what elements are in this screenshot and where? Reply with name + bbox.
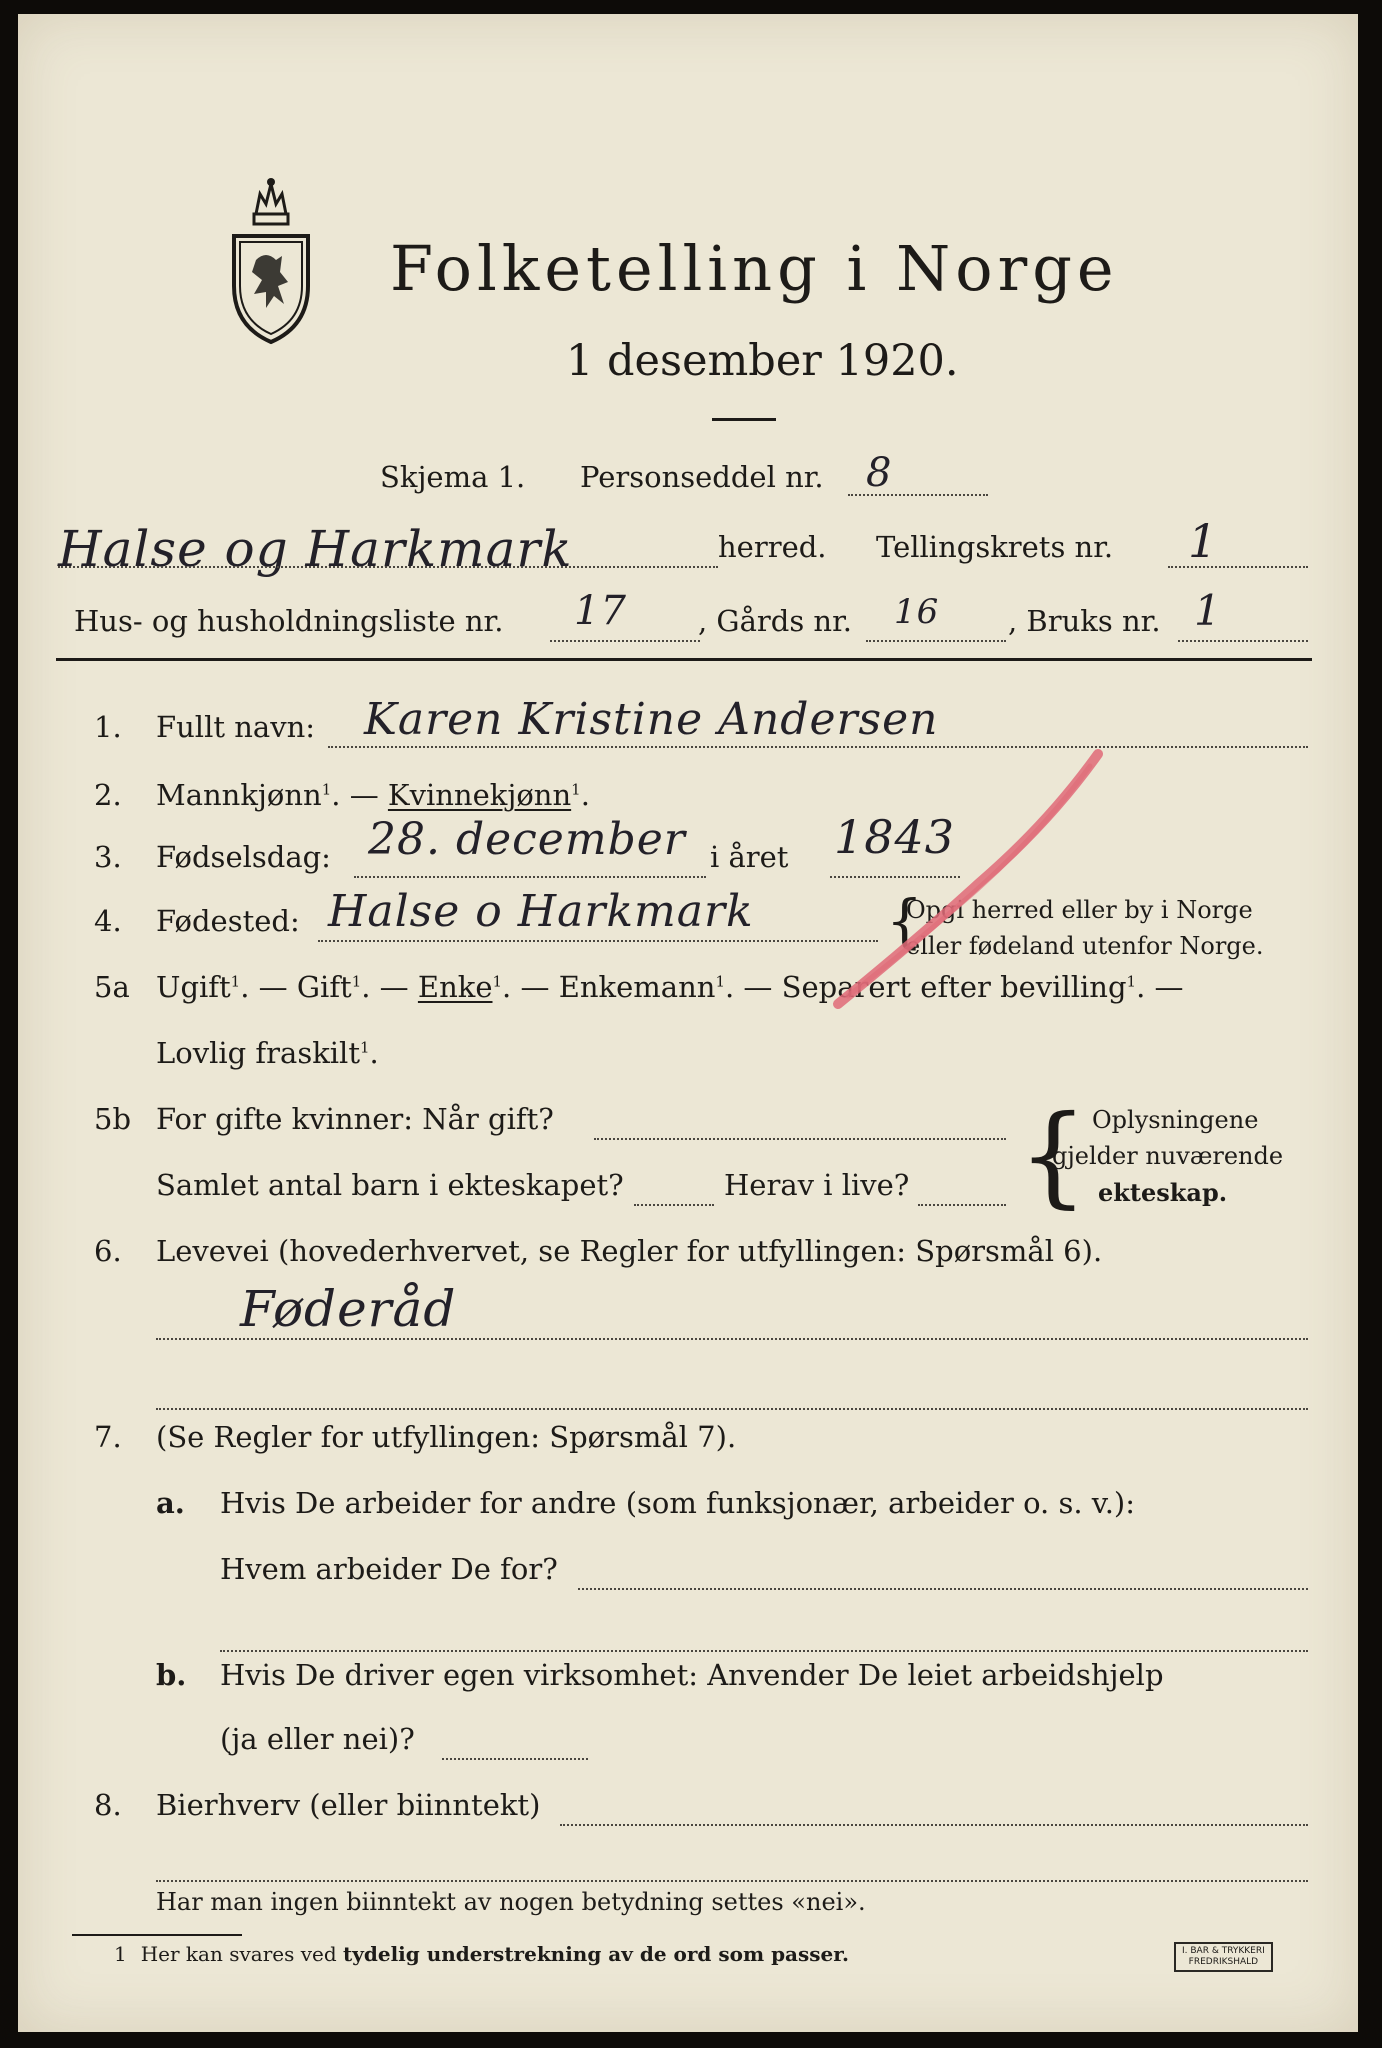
footer-note: Har man ingen biinntekt av nogen betydning settes «nei». (156, 1888, 866, 1916)
q7b-letter: b. (156, 1658, 187, 1692)
q5a-number: 5a (94, 970, 130, 1004)
q7b-text: Hvis De driver egen virksomhet: Anvender De leiet arbeidshjelp (220, 1658, 1164, 1692)
q1-number: 1. (94, 710, 122, 744)
red-pencil-mark (808, 734, 1128, 1034)
q7b-question: (ja eller nei)? (220, 1722, 415, 1756)
q5a-dash-2: . — (361, 970, 409, 1004)
q4-note-line2: eller fødeland utenfor Norge. (906, 932, 1264, 960)
husliste-label: Hus- og husholdningsliste nr. (74, 604, 504, 638)
q5b-note-brace: { (1018, 1091, 1088, 1219)
q5a-gift: Gift (296, 970, 352, 1004)
q5a-fraskilt-line: Lovlig fraskilt$^1$. (156, 1036, 379, 1070)
printer-stamp (1174, 1942, 1273, 1972)
form-date: 1 desember 1920. (566, 336, 959, 386)
q2-sup-2: 1 (571, 780, 581, 799)
bruks-label: , Bruks nr. (1008, 604, 1161, 638)
personseddel-value: 8 (866, 450, 893, 496)
q3-label: Fødselsdag: (156, 840, 331, 874)
q5a-enke: Enke (417, 970, 493, 1004)
skjema-label: Skjema 1. (380, 460, 526, 494)
bruks-line (1178, 640, 1308, 642)
herred-value: Halse og Harkmark (58, 520, 573, 578)
footnote-a: Her kan svares ved (140, 1942, 337, 1966)
q7-number: 7. (94, 1420, 122, 1454)
herred-line (58, 566, 718, 568)
q7a-question: Hvem arbeider De for? (220, 1552, 558, 1586)
q6-label: Levevei (hovederhvervet, se Regler for utfyllingen: Spørsmål 6). (156, 1234, 1103, 1268)
husliste-value: 17 (574, 588, 627, 634)
stamp-line2: FREDRIKSHALD (1188, 1957, 1259, 1967)
q5b-barn-label: Samlet antal barn i ekteskapet? (156, 1168, 624, 1202)
q5a-enkemann: Enkemann (558, 970, 716, 1004)
q5b-note-line2: gjelder nuværende (1052, 1142, 1284, 1170)
q7a-letter: a. (156, 1486, 185, 1520)
q5a-sup-enke: 1 (492, 972, 503, 991)
q7a-line-1 (578, 1588, 1308, 1590)
gards-value: 16 (894, 592, 940, 632)
gards-label: , Gårds nr. (698, 604, 852, 638)
q7-label: (Se Regler for utfyllingen: Spørsmål 7). (156, 1420, 737, 1454)
q5a-sup-ugift: 1 (230, 972, 241, 991)
q5a-sup-separert: 1 (1126, 972, 1137, 991)
q5b-number: 5b (94, 1102, 132, 1136)
q4-number: 4. (94, 904, 122, 938)
gards-line (866, 640, 1006, 642)
q8-line-1 (560, 1824, 1308, 1826)
q2-number: 2. (94, 778, 122, 812)
q5b-note-line3: ekteskap. (1098, 1178, 1228, 1207)
census-form (18, 14, 1358, 2032)
title-divider (712, 418, 776, 421)
norwegian-coat-of-arms-icon (226, 176, 316, 346)
q4-value: Halse o Harkmark (328, 886, 754, 937)
q2-female: Kvinnekjønn (387, 778, 572, 812)
q5a-dash-4: . — (724, 970, 773, 1004)
bruks-value: 1 (1194, 586, 1222, 635)
form-title: Folketelling i Norge (390, 232, 1119, 305)
footnote-number: 1 (114, 1942, 127, 1966)
q5b-barn-line (634, 1204, 714, 1206)
q5b-live-line (918, 1204, 1006, 1206)
q4-label: Fødested: (156, 904, 300, 938)
q2-sup-1: 1 (321, 780, 332, 799)
tellingskrets-label: Tellingskrets nr. (876, 530, 1114, 564)
q5a-separert: Separert efter bevilling (781, 970, 1127, 1004)
q3-year-label: i året (710, 840, 789, 874)
q4-note-brace: { (886, 887, 923, 955)
q5b-married-line (594, 1138, 1006, 1140)
q6-line-2 (156, 1408, 1308, 1410)
q5b-label: For gifte kvinner: Når gift? (156, 1102, 554, 1136)
q4-line (318, 940, 878, 942)
q6-line-1 (156, 1338, 1308, 1340)
q3-number: 3. (94, 840, 122, 874)
q2-end: . (580, 778, 590, 812)
q5b-note-line1: Oplysningene (1092, 1106, 1259, 1134)
q3-day-line (354, 876, 706, 878)
header-separator (56, 658, 1312, 661)
q8-line-2 (156, 1880, 1308, 1882)
q2-male: Mannkjønn (156, 778, 322, 812)
q5a-sup-fraskilt: 1 (359, 1038, 370, 1057)
q7a-line-2 (220, 1650, 1308, 1652)
q5a-sup-enkemann: 1 (715, 972, 725, 991)
q5b-live-label: Herav i live? (724, 1168, 910, 1202)
stamp-line1: I. BAR & TRYKKERI (1182, 1946, 1265, 1956)
herred-label: herred. (718, 530, 827, 564)
footnote-rule (72, 1934, 242, 1936)
footnote-b: tydelig understrekning av de ord som passer. (343, 1942, 849, 1966)
husliste-line (550, 640, 700, 642)
q3-year-value: 1843 (834, 810, 956, 864)
q5a-dash-5: . — (1136, 970, 1184, 1004)
q7b-line (442, 1758, 588, 1760)
q5a-dash-1: . — (240, 970, 288, 1004)
personseddel-label: Personseddel nr. (580, 460, 824, 494)
q6-value: Føderåd (240, 1280, 457, 1338)
q3-value: 28. december (368, 814, 686, 865)
q8-label: Bierhverv (eller biinntekt) (156, 1788, 541, 1822)
q1-label: Fullt navn: (156, 710, 316, 744)
q5a-fraskilt: Lovlig fraskilt (156, 1036, 360, 1070)
q1-value: Karen Kristine Andersen (364, 694, 939, 745)
q7a-text: Hvis De arbeider for andre (som funksjonær, arbeider o. s. v.): (220, 1486, 1136, 1520)
tellingskrets-value: 1 (1188, 514, 1219, 568)
footnote (114, 1942, 849, 1966)
q5a-dash-3: . — (502, 970, 550, 1004)
q4-note-line1: Opgi herred eller by i Norge (906, 896, 1253, 924)
q2-options (156, 778, 590, 812)
q5a-ugift: Ugift (156, 970, 231, 1004)
q5a-sup-gift: 1 (351, 972, 362, 991)
q8-number: 8. (94, 1788, 122, 1822)
q2-sep: . — (331, 778, 379, 812)
q6-number: 6. (94, 1234, 122, 1268)
